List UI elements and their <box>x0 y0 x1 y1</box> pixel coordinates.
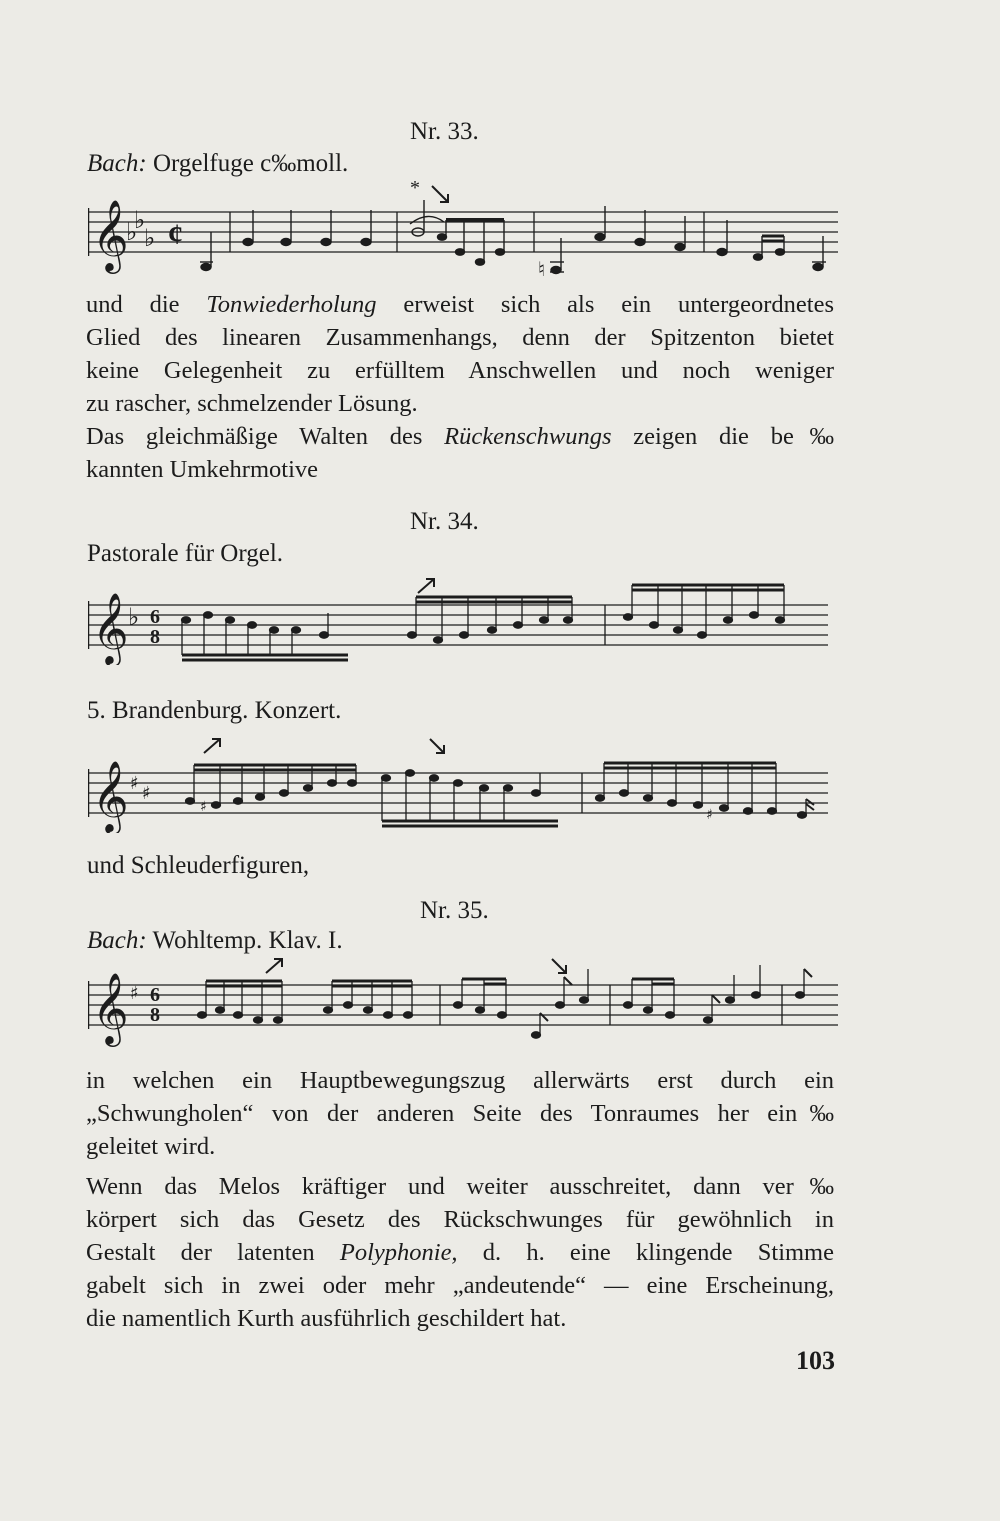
arrow-up-right-icon <box>418 579 434 593</box>
music-staff-ex34b <box>88 733 848 833</box>
arrow-down-right-icon <box>432 186 448 202</box>
paragraph-4 <box>86 1170 834 1335</box>
piece-title: Orgelfuge c‰moll. <box>152 150 349 177</box>
example-number-34: Nr. 34. <box>410 508 479 535</box>
emphasis: Polyphonie, <box>339 1239 458 1266</box>
music-staff-ex33 <box>88 180 848 280</box>
emphasis: Tonwiederholung <box>206 291 377 318</box>
flat-sign-icon: ♭ <box>126 218 138 246</box>
treble-clef-icon: 𝄞 <box>92 759 129 832</box>
flat-sign-icon: ♭ <box>134 206 146 234</box>
time-signature-bottom: 8 <box>150 626 160 648</box>
text-line: Das gleichmäßige Walten des Rückenschwungs zeigen die be‰ <box>86 423 834 450</box>
time-signature-top: 6 <box>150 984 160 1006</box>
composer-name: Bach: <box>87 927 147 954</box>
text-line: Glied des linearen Zusammenhangs, denn der Spitzenton bietet <box>86 324 834 351</box>
sharp-sign-icon: ♯ <box>142 783 151 804</box>
sharp-sign-icon: ♯ <box>130 983 139 1004</box>
paragraph-1 <box>86 288 834 486</box>
paragraph-3 <box>86 1064 834 1163</box>
ex35-notes <box>198 965 813 1038</box>
music-staff-ex34a <box>88 575 848 665</box>
asterisk-mark: * <box>410 180 420 199</box>
text-line: körpert sich das Gesetz des Rückschwunges für gewöhnlich in <box>86 1206 834 1233</box>
example-number-33: Nr. 33. <box>410 118 479 145</box>
text-line: Gestalt der latenten Polyphonie, d. h. eine klingende Stimme <box>86 1239 834 1266</box>
flat-sign-icon: ♭ <box>144 224 156 252</box>
arrow-down-right-icon <box>430 739 444 753</box>
text-line: keine Gelegenheit zu erfülltem Anschwellen und noch weniger <box>86 357 834 384</box>
time-signature-top: 6 <box>150 606 160 628</box>
sharp-sign-icon: ♯ <box>130 773 139 794</box>
text-line: in welchen ein Hauptbewegungszug allerwärts erst durch ein <box>86 1067 834 1094</box>
example-caption-34b: 5. Brandenburg. Konzert. <box>87 697 342 724</box>
text-line: „Schwungholen“ von der anderen Seite des Tonraumes her ein‰ <box>86 1100 834 1127</box>
arrow-up-right-icon <box>266 959 282 973</box>
arrow-down-right-icon <box>552 959 566 973</box>
example-number-35: Nr. 35. <box>420 897 489 924</box>
time-signature-bottom: 8 <box>150 1004 160 1026</box>
example-caption-34: Pastorale für Orgel. <box>87 540 284 567</box>
text-line: kannten Umkehrmotive <box>86 456 319 483</box>
piece-title: Wohltemp. Klav. I. <box>152 927 343 954</box>
emphasis: Rückenschwungs <box>444 423 612 450</box>
text-line: die namentlich Kurth ausführlich geschildert hat. <box>86 1305 567 1332</box>
flat-sign-icon: ♭ <box>128 603 140 631</box>
ex34a-notes <box>182 585 785 660</box>
text-line: gabelt sich in zwei oder mehr „andeutende“ — eine Erscheinung, <box>86 1272 834 1299</box>
page-number: 103 <box>796 1346 835 1375</box>
paragraph-2: und Schleuderfiguren, <box>87 852 310 879</box>
time-signature: ¢ <box>168 218 183 251</box>
text-line: zu rascher, schmelzender Lösung. <box>86 390 418 417</box>
text-line: geleitet wird. <box>86 1133 216 1160</box>
music-staff-ex35 <box>88 955 848 1055</box>
svg-text:♯: ♯ <box>200 799 207 815</box>
example-caption-35 <box>87 927 343 955</box>
text-line: und die Tonwiederholung erweist sich als ein untergeordnetes <box>86 291 834 318</box>
composer-name: Bach: <box>87 150 147 177</box>
svg-text:♮: ♮ <box>538 257 546 280</box>
treble-clef-icon: 𝄞 <box>92 591 129 664</box>
example-caption-33 <box>87 150 348 178</box>
text-line: Wenn das Melos kräftiger und weiter ausschreitet, dann ver‰ <box>86 1173 834 1200</box>
svg-text:♯: ♯ <box>706 807 713 823</box>
treble-clef-icon: 𝄞 <box>92 198 129 271</box>
arrow-up-right-icon <box>204 739 220 753</box>
treble-clef-icon: 𝄞 <box>92 971 129 1044</box>
